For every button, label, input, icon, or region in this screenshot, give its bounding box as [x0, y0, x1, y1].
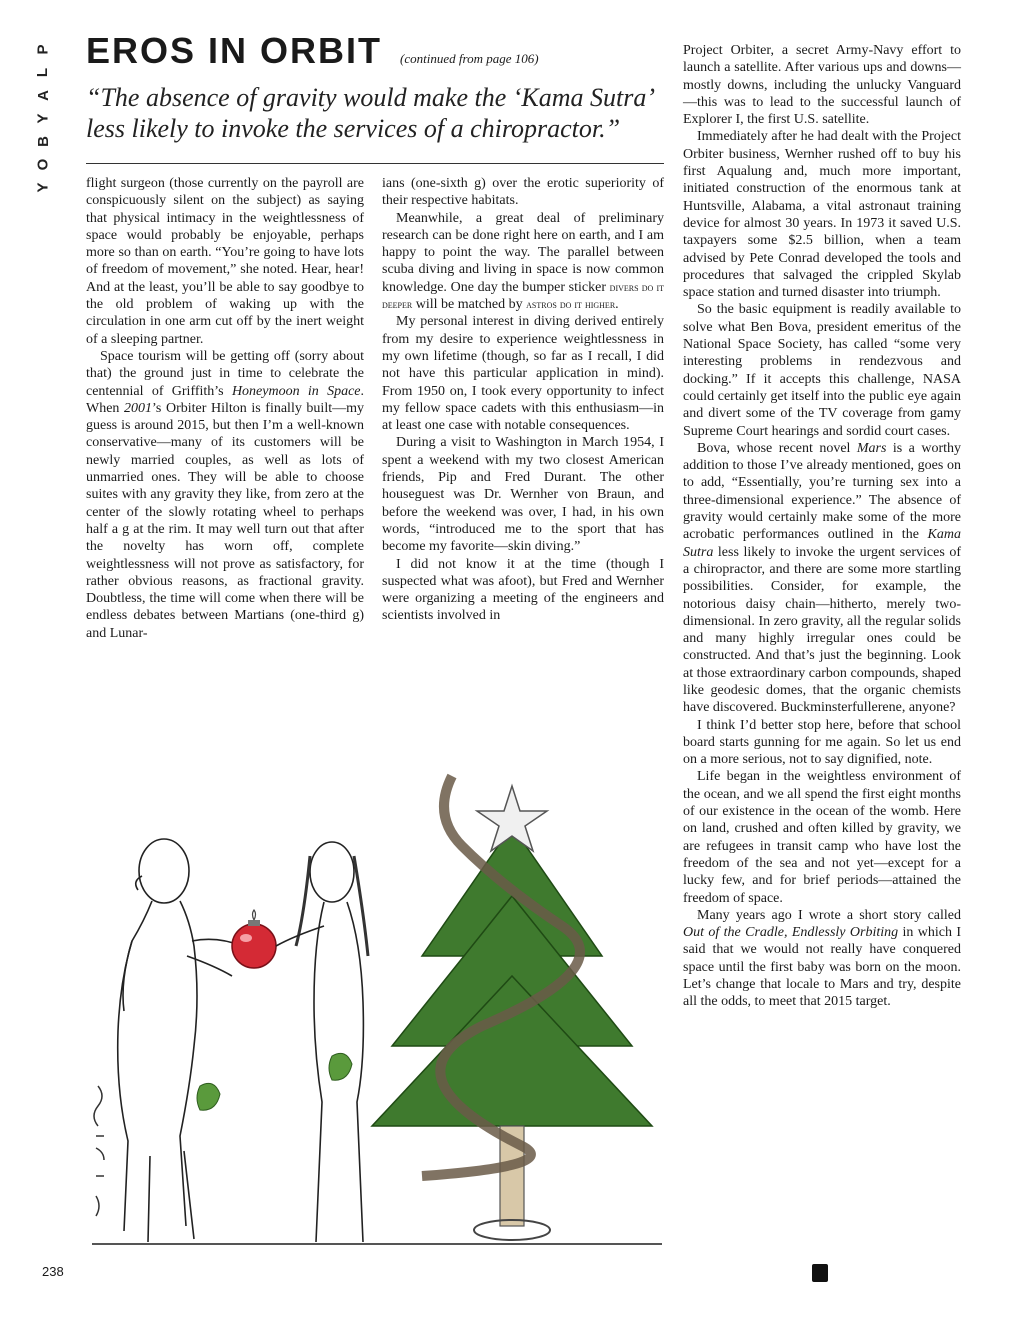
paragraph: ians (one-sixth g) over the erotic superiority of their respective habitats. — [382, 176, 664, 209]
magazine-letter: B — [34, 136, 52, 147]
paragraph: Life began in the weightless environment of the ocean, and we all spend the first eight months of our existence in the ocean of the womb. Here on land, crushed and often killed by gravity, we are refugees in transit camp who have lost the freedom of the sea and not yet—except for a lucky few, and for brief periods—attained the freedom of space. — [683, 769, 961, 906]
magazine-letter: Y — [34, 113, 52, 124]
paragraph: I did not know it at the time (though I suspected what was afoot), but Fred and Wernher were organizing a meeting of the engineers and scientists involved in — [382, 556, 664, 624]
ornament-icon — [232, 910, 276, 968]
magazine-letter: Y — [34, 182, 52, 193]
pull-quote: “The absence of gravity would make the ‘Kama Sutra’ less likely to invoke the services of a chiropractor.” — [86, 83, 653, 143]
paragraph: Immediately after he had dealt with the Project Orbiter business, Wernher rushed off to buy his first Aqualung and, much more important, initiated construction of the enormous tank at Huntsville, Alabama, a vital astronaut training device for almost 30 years. In 1973 it saved U.S. taxpayers some $2.5 billion, when a team advised by Pete Conrad developed the tools and procedures that salvaged the crippled Skylab space station and turned disaster into triumph. — [683, 129, 961, 301]
artist-signature — [94, 1086, 104, 1216]
paragraph: Project Orbiter, a secret Army-Navy effort to launch a satellite. After various ups and downs—mostly downs, including the unlucky Vanguard—this was to lead to the successful launch of Explorer I, the first U.S. satellite. — [683, 43, 961, 128]
fig-leaf-icon — [329, 1053, 352, 1080]
text-column-2 — [382, 175, 664, 625]
paragraph: Space tourism will be getting off (sorry about that) the ground just in time to celebrate the centennial of Griffith’s Honeymoon in Space. When 2001’s Orbiter Hilton is finally built—my guess is around 2015, but then I’m a well-known conservative—many of its customers will be newly married couples, as well as lots of unmarried ones. They will be able to choose suites with any gravity they like, from zero at the center of the slowly rotating wheel to perhaps half a g at the rim. It may well turn out that after the novelty has worn off, complete weightlessness will not prove as satisfactory, for rather obvious reasons, as fractional gravity. Doubtless, the time will come when there will be endless debates between Martians (one-third g) and Lunar- — [86, 348, 364, 641]
article-header — [86, 30, 666, 72]
cartoon-illustration — [92, 756, 662, 1276]
header-divider — [86, 163, 664, 164]
paragraph: I think I’d better stop here, before that school board starts gunning for me again. So let us end on a more serious, not to say dignified, note. — [683, 717, 961, 768]
paragraph: Bova, whose recent novel Mars is a worthy addition to those I’ve already mentioned, goes on to add, “Essentially, you’re turning sex into a three-dimensional experience.” The absence of gravity would certainly make some of the more acrobatic performances outlined in the Kama Sutra less likely to invoke the urgent services of a chiropractor, and there are some more startling possibilities. Consider, for example, the notorious daisy chain—hitherto, merely two-dimensional. In zero gravity, all the regular solids and many highly irregular ones could be constructed. And that’s just the beginning. Look at those extraordinary carbon compounds, shaped like geodesic domes, that the organic chemists have discovered. Buckminsterfullerene, anyone? — [683, 440, 961, 716]
continued-note: (continued from page 106) — [400, 51, 539, 66]
page-number: 238 — [42, 1264, 64, 1279]
article-title: EROS IN ORBIT — [86, 30, 383, 71]
paragraph: Many years ago I wrote a short story called Out of the Cradle, Endlessly Orbiting in which I said that we would not really have conquered space until the first baby was born on the moon. Let’s change that locale to Mars and try, despite all the odds, to meet that 2015 target. — [683, 907, 962, 1010]
text-column-3 — [683, 42, 961, 1011]
paragraph: So the basic equipment is readily available to solve what Ben Bova, president emeritus of the National Space Society, has called “some very interesting problems in rendezvous and docking.” If it accepts this challenge, NASA could certainly get itself into the public eye again and divert some of the TV coverage from gamy Supreme Court hearings and sordid court cases. — [683, 302, 961, 439]
paragraph: During a visit to Washington in March 1954, I spent a weekend with my two closest American friends, Pip and Fred Durant. The other houseguest was Dr. Wernher von Braun, and before the weekend was over, I had, in his own words, “introduced me to the sport that has become my favorite—skin diving.” — [382, 435, 664, 555]
bunny-logo-icon — [812, 1264, 828, 1282]
magazine-letter: L — [34, 67, 52, 78]
magazine-name-vertical — [33, 38, 53, 199]
woman-figure — [276, 842, 368, 1242]
paragraph: My personal interest in diving derived entirely from my desire to experience weightlessness in my own lifetime (though, so far as I recall, I did not have this particular application in mind). From 1950 on, I took every opportunity to infect my fellow space cadets with this enthusiasm—in at least one case with notable consequences. — [382, 314, 664, 434]
magazine-letter: A — [34, 90, 52, 101]
magazine-letter: P — [34, 44, 52, 55]
fig-leaf-icon — [197, 1083, 220, 1110]
text-column-1 — [86, 175, 364, 642]
paragraph: flight surgeon (those currently on the payroll are conspicuously silent on the subject) as saying that physical intimacy in the weightlessness of space would probably be enjoyable, perhaps more so than on earth. “You’re going to have lots of freedom of movement,” she noted. Hear, hear! And at the least, you’ll be able to say goodbye to the old problem of waking up with the circulation in one arm cut off by the inert weight of a sleeping partner. — [86, 176, 364, 347]
man-figure — [118, 839, 242, 1242]
paragraph: Meanwhile, a great deal of preliminary research can be done right here on earth, and I am happy to point the way. The parallel between scuba diving and living in space is now common knowledge. One day the bumper sticker divers do it deeper will be matched by astros do it higher. — [382, 210, 665, 313]
magazine-letter: O — [34, 158, 52, 171]
